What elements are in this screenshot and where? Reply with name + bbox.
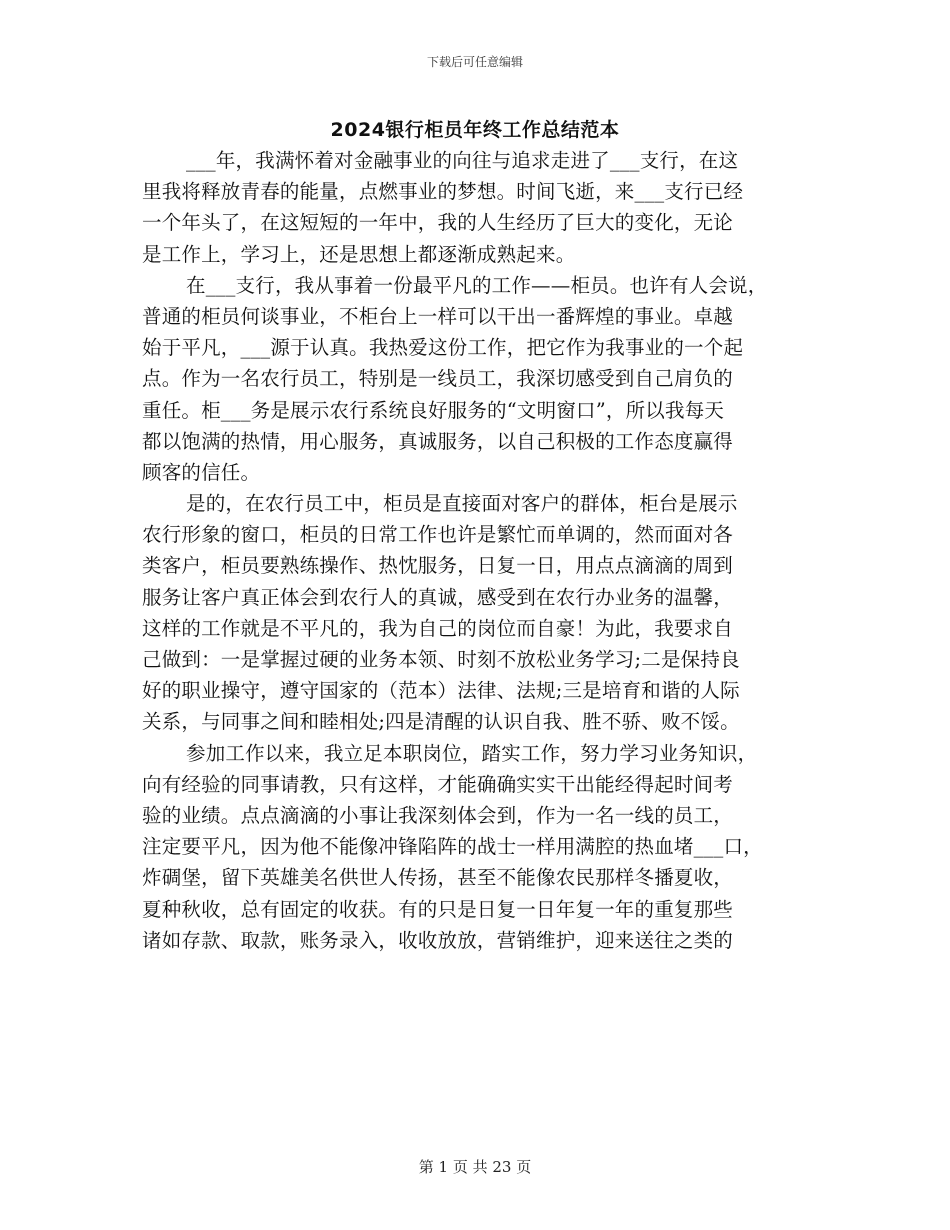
document-title: 2024银行柜员年终工作总结范本 — [330, 119, 620, 141]
text-line: 重任。柜___务是展示农行系统良好服务的“文明窗口”，所以我每天 — [142, 398, 725, 422]
text-line: 好的职业操守，遵守国家的（范本）法律、法规;三是培育和谐的人际 — [142, 679, 740, 703]
text-line: 都以饱满的热情，用心服务，真诚服务，以自己积极的工作态度赢得 — [142, 429, 734, 453]
text-line: 验的业绩。点点滴滴的小事让我深刻体会到，作为一名一线的员工， — [142, 803, 734, 827]
text-line: 服务让客户真正体会到农行人的真诚，感受到在农行办业务的温馨， — [142, 585, 734, 609]
text-line: 普通的柜员何谈事业，不柜台上一样可以干出一番辉煌的事业。卓越 — [142, 304, 734, 328]
text-line: 类客户，柜员要熟练操作、热忱服务，日复一日，用点点滴滴的周到 — [142, 554, 734, 578]
text-line: ___年，我满怀着对金融事业的向往与追求走进了___支行，在这 — [186, 149, 739, 172]
text-line: 是工作上，学习上，还是思想上都逐渐成熟起来。 — [142, 242, 576, 266]
paragraph-2 — [142, 270, 818, 488]
text-line: 关系，与同事之间和睦相处;四是清醒的认识自我、胜不骄、败不馁。 — [142, 710, 740, 734]
text-line: 顾客的信任。 — [142, 460, 261, 484]
text-line: 炸碉堡，留下英雄美名供世人传扬，甚至不能像农民那样冬播夏收， — [142, 866, 734, 890]
paragraph-1 — [142, 145, 818, 270]
text-line: 这样的工作就是不平凡的，我为自己的岗位而自豪！为此，我要求自 — [142, 616, 734, 640]
text-line: 是的，在农行员工中，柜员是直接面对客户的群体，柜台是展示 — [186, 492, 738, 516]
paragraph-3 — [142, 488, 818, 738]
paragraph-4 — [142, 738, 818, 956]
text-line: 始于平凡，___源于认真。我热爱这份工作，把它作为我事业的一个起 — [142, 336, 744, 360]
text-line: 一个年头了，在这短短的一年中，我的人生经历了巨大的变化，无论 — [142, 211, 734, 235]
text-line: 参加工作以来，我立足本职岗位，踏实工作，努力学习业务知识， — [186, 741, 758, 765]
text-line: 点。作为一名农行员工，特别是一线员工，我深切感受到自己肩负的 — [142, 367, 734, 391]
page-number: 第 1 页 共 23 页 — [418, 1158, 532, 1176]
text-line: 农行形象的窗口，柜员的日常工作也许是繁忙而单调的，然而面对各 — [142, 523, 734, 547]
text-line: 己做到：一是掌握过硬的业务本领、时刻不放松业务学习;二是保持良 — [142, 648, 740, 671]
text-line: 里我将释放青春的能量，点燃事业的梦想。时间飞逝，来___支行已经 — [142, 180, 744, 204]
header-note: 下载后可任意编辑 — [426, 55, 523, 69]
text-line: 在___支行，我从事着一份最平凡的工作——柜员。也许有人会说， — [186, 273, 768, 297]
text-line: 注定要平凡，因为他不能像冲锋陷阵的战士一样用满腔的热血堵___口， — [142, 835, 763, 859]
document-body — [142, 145, 818, 956]
text-line: 夏种秋收，总有固定的收获。有的只是日复一日年复一年的重复那些 — [142, 897, 734, 921]
text-line: 向有经验的同事请教，只有这样，才能确确实实干出能经得起时间考 — [142, 772, 734, 796]
text-line: 诸如存款、取款，账务录入，收收放放，营销维护，迎来送往之类的 — [142, 928, 734, 952]
